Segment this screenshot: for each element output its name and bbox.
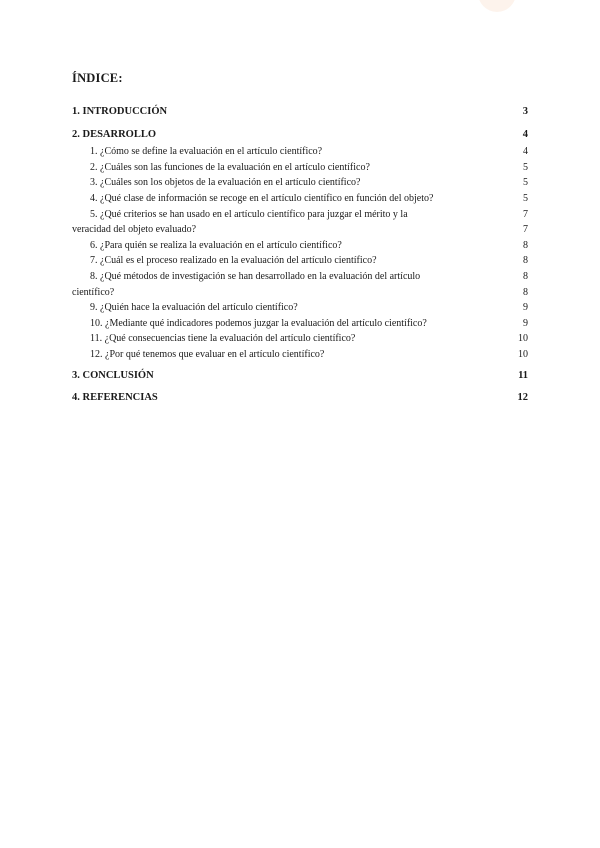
toc-subsection-label: 10. ¿Mediante qué indicadores podemos juzgar la evaluación del artículo científico?: [90, 317, 427, 329]
toc-page-number: 7: [523, 208, 528, 220]
toc-subsection-entry[interactable]: [72, 144, 528, 160]
toc-subsection-label: 7. ¿Cuál es el proceso realizado en la evaluación del artículo científico?: [90, 255, 377, 267]
toc-subsection-label: 1. ¿Cómo se define la evaluación en el artículo científico?: [90, 146, 323, 158]
toc-section-entry[interactable]: [72, 104, 528, 120]
toc-subsection-label: 5. ¿Qué criterios se han usado en el artículo científico para juzgar el mérito y la veracidad del objeto evaluado?: [90, 207, 506, 238]
toc-subsection-label: 2. ¿Cuáles son las funciones de la evaluación en el artículo científico?: [90, 161, 370, 173]
toc-section-entry[interactable]: [72, 390, 528, 406]
toc-page-number: 10: [518, 348, 528, 360]
toc-subsection-entry[interactable]: [72, 253, 528, 269]
toc-section-entry[interactable]: [72, 368, 528, 384]
toc-subsection-label-continuation: veracidad del objeto evaluado?: [72, 224, 197, 236]
toc-subsection-entry[interactable]: [72, 160, 528, 176]
toc-subsection-label: 11. ¿Qué consecuencias tiene la evaluación del artículo científico?: [90, 333, 356, 345]
toc-subsection-entry[interactable]: [72, 316, 528, 332]
toc-page-number-stack: [506, 269, 528, 300]
toc-page-number: 5: [523, 192, 528, 204]
toc-section-label: 4. REFERENCIAS: [72, 392, 158, 404]
toc-subsection-entry[interactable]: [72, 347, 528, 363]
toc-subsection-entry[interactable]: [72, 207, 528, 238]
toc-page-number: 11: [518, 369, 528, 381]
toc-page-number: 8: [523, 255, 528, 267]
toc-section-label: 2. DESARROLLO: [72, 128, 157, 140]
toc-subsection-entry[interactable]: [72, 175, 528, 191]
toc-page-number: 10: [518, 333, 528, 345]
toc-page-number: 8: [523, 239, 528, 251]
toc-page-number: 12: [517, 392, 528, 404]
toc-page-number: 5: [523, 161, 528, 173]
toc-page-number-stack: [506, 207, 528, 238]
toc-subsection-label: 3. ¿Cuáles son los objetos de la evaluación en el artículo científico?: [90, 177, 361, 189]
toc-page-number: 4: [522, 128, 528, 140]
toc-subsection-label: 4. ¿Qué clase de información se recoge en el artículo científico en función del objeto?: [90, 192, 434, 204]
toc-page-number: 9: [523, 302, 528, 314]
toc-section-label: 1. INTRODUCCIÓN: [72, 106, 168, 117]
toc-subsection-entry[interactable]: [72, 191, 528, 207]
toc-page-number: 8: [523, 286, 528, 298]
toc-section-label: 3. CONCLUSIÓN: [72, 369, 154, 381]
toc-page-number: 3: [522, 106, 528, 117]
table-of-contents: [72, 104, 528, 408]
toc-page-number: 9: [523, 317, 528, 329]
toc-subsection-entry[interactable]: [72, 331, 528, 347]
toc-subsection-label-continuation: científico?: [72, 286, 115, 298]
toc-subsection-entry[interactable]: [72, 300, 528, 316]
toc-page-number: 4: [523, 146, 528, 158]
toc-subsection-entry[interactable]: [72, 269, 528, 300]
decorative-corner-shape: [478, 0, 516, 12]
toc-subsection-entry[interactable]: [72, 238, 528, 254]
toc-subsection-label: 9. ¿Quién hace la evaluación del artículo científico?: [90, 302, 298, 314]
toc-page-number: 7: [523, 224, 528, 236]
toc-subsection-label: 6. ¿Para quién se realiza la evaluación en el artículo científico?: [90, 239, 342, 251]
page-title: ÍNDICE:: [72, 71, 123, 85]
toc-section-entry[interactable]: [72, 127, 528, 143]
toc-subsection-label: 8. ¿Qué métodos de investigación se han desarrollado en la evaluación del artículo científico?: [90, 269, 506, 300]
toc-page-number: 5: [523, 177, 528, 189]
toc-page-number: 8: [523, 270, 528, 282]
toc-subsection-label: 12. ¿Por qué tenemos que evaluar en el artículo científico?: [90, 348, 325, 360]
